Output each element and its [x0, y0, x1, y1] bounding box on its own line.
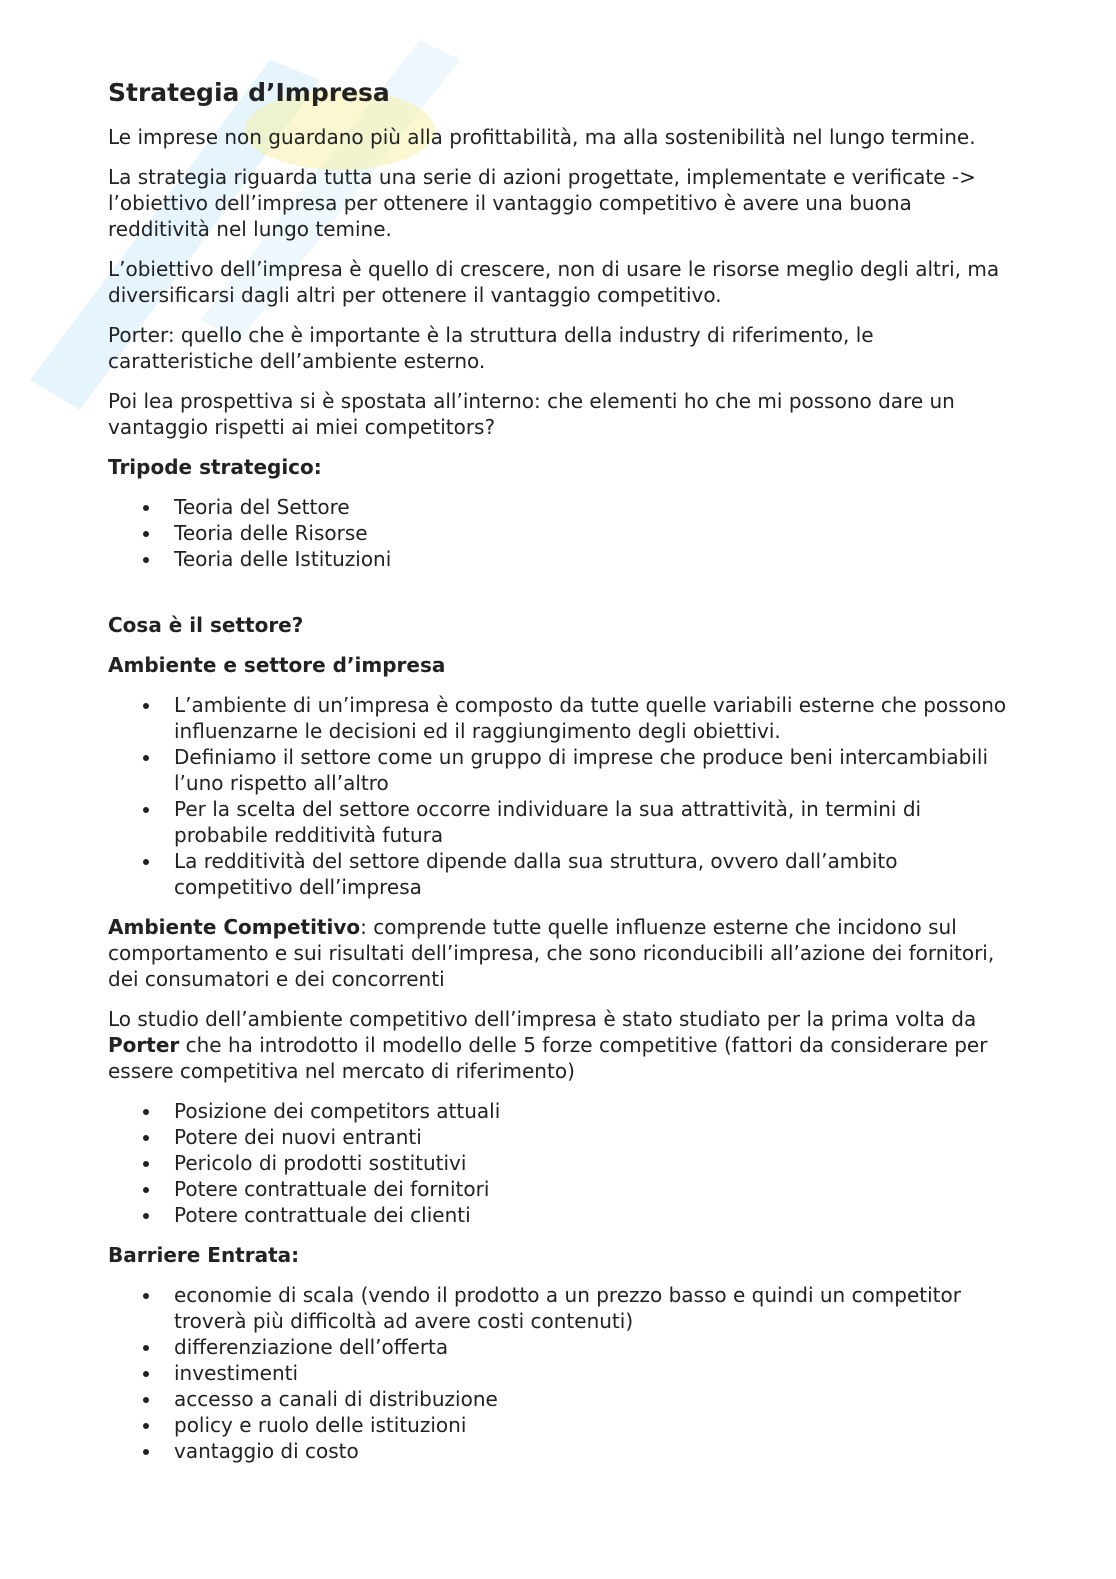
list-item: Potere dei nuovi entranti [174, 1124, 1008, 1150]
list-item: Teoria delle Risorse [174, 520, 1008, 546]
list-item: Potere contrattuale dei fornitori [174, 1176, 1008, 1202]
list-item: Teoria del Settore [174, 494, 1008, 520]
list-item: investimenti [174, 1360, 1008, 1386]
ambiente-competitivo-paragraph [108, 914, 1008, 992]
list-item: Definiamo il settore come un gruppo di imprese che produce beni intercambiabili l’uno rispetto all’altro [174, 744, 1008, 796]
settore-question-heading: Cosa è il settore? [108, 613, 304, 637]
ambiente-competitivo-term: Ambiente Competitivo [108, 915, 361, 939]
tripode-heading: Tripode strategico: [108, 455, 322, 479]
list-item: Per la scelta del settore occorre individuare la sua attrattività, in termini di probabile redditività futura [174, 796, 1008, 848]
list-item: policy e ruolo delle istituzioni [174, 1412, 1008, 1438]
porter-text-before: Lo studio dell’ambiente competitivo dell’impresa è stato studiato per la prima volta da [108, 1007, 977, 1031]
intro-paragraph: Poi lea prospettiva si è spostata all’interno: che elementi ho che mi possono dare un vantaggio rispetti ai miei competitors? [108, 389, 955, 439]
barriere-heading: Barriere Entrata: [108, 1243, 300, 1267]
document-page [108, 78, 1008, 1478]
list-item: Teoria delle Istituzioni [174, 546, 1008, 572]
list-item: Pericolo di prodotti sostitutivi [174, 1150, 1008, 1176]
intro-paragraph: La strategia riguarda tutta una serie di azioni progettate, implementate e verificate -> l’obiettivo dell’impresa per ottenere il vantaggio competitivo è avere una buona redditività nel lungo temine. [108, 165, 976, 241]
list-item: Posizione dei competitors attuali [174, 1098, 1008, 1124]
list-item: L’ambiente di un’impresa è composto da tutte quelle variabili esterne che possono influenzarne le decisioni ed il raggiungimento degli obiettivi. [174, 693, 1007, 743]
tripode-list [108, 494, 1008, 572]
ambiente-list [108, 692, 1008, 900]
list-item: differenziazione dell’offerta [174, 1334, 1008, 1360]
list-item: Potere contrattuale dei clienti [174, 1202, 1008, 1228]
intro-paragraph: Porter: quello che è importante è la struttura della industry di riferimento, le caratteristiche dell’ambiente esterno. [108, 323, 874, 373]
porter-text-after: che ha introdotto il modello delle 5 forze competitive (fattori da considerare per essere competitiva nel mercato di riferimento) [108, 1033, 988, 1083]
list-item: vantaggio di costo [174, 1438, 1008, 1464]
spacer [108, 586, 1008, 612]
barriere-list [108, 1282, 1008, 1464]
list-item: accesso a canali di distribuzione [174, 1386, 1008, 1412]
forze-list [108, 1098, 1008, 1228]
ambiente-competitivo-definition: : comprende tutte quelle influenze esterne che incidono sul comportamento e sui risultati dell’impresa, che sono riconducibili all’azione dei fornitori, dei consumatori e dei concorrenti [108, 915, 995, 991]
intro-paragraph: L’obiettivo dell’impresa è quello di crescere, non di usare le risorse meglio degli altri, ma diversificarsi dagli altri per ottenere il vantaggio competitivo. [108, 257, 1000, 307]
ambiente-heading: Ambiente e settore d’impresa [108, 653, 446, 677]
list-item: La redditività del settore dipende dalla sua struttura, ovvero dall’ambito competitivo dell’impresa [174, 848, 1008, 900]
porter-paragraph [108, 1006, 1008, 1084]
list-item: economie di scala (vendo il prodotto a un prezzo basso e quindi un competitor troverà più difficoltà ad avere costi contenuti) [174, 1282, 1008, 1334]
intro-paragraph: Le imprese non guardano più alla profittabilità, ma alla sostenibilità nel lungo termine. [108, 125, 976, 149]
document-title: Strategia d’Impresa [108, 78, 390, 107]
porter-name: Porter [108, 1033, 180, 1057]
